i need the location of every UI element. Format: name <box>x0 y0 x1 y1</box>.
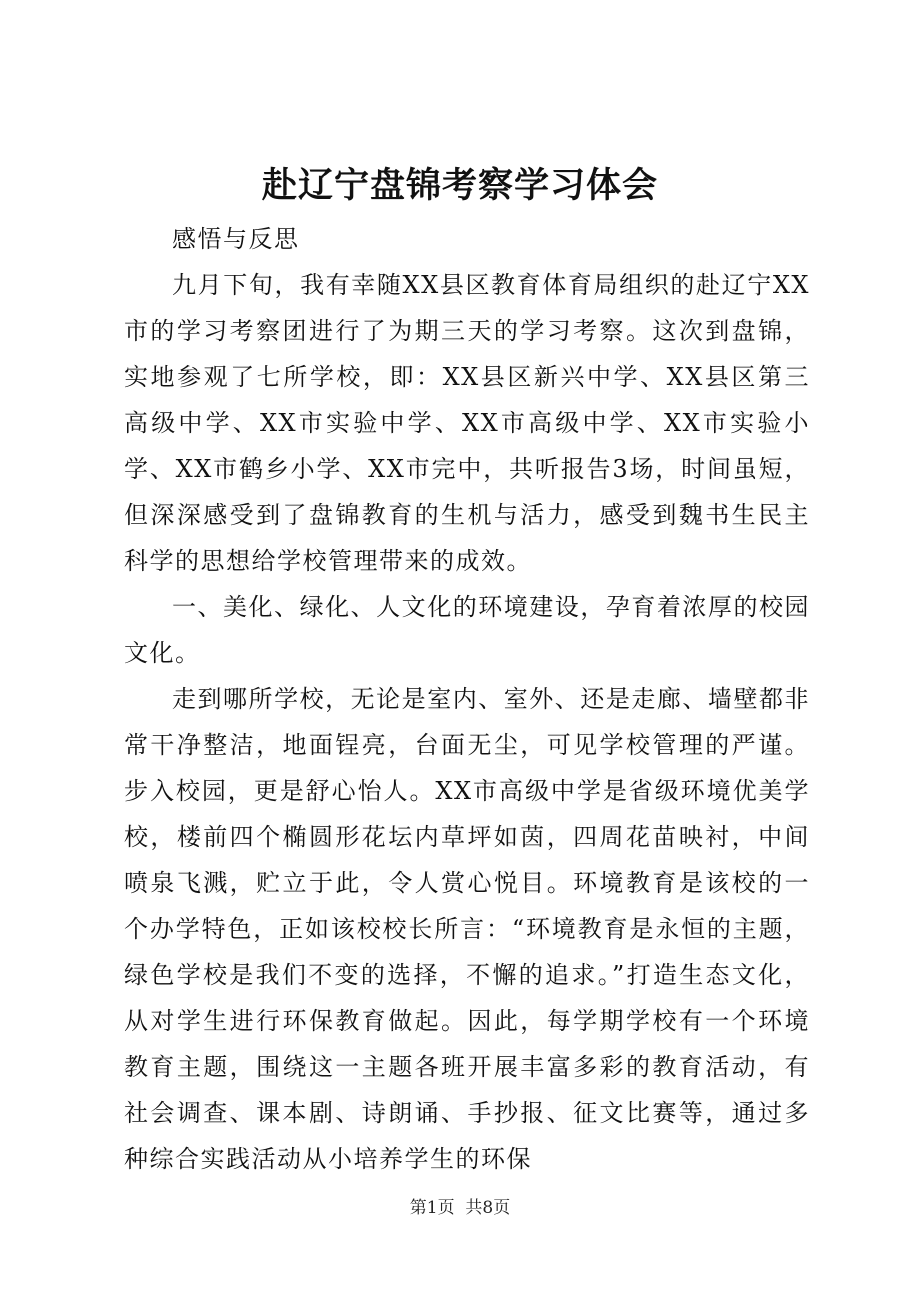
document-title: 赴辽宁盘锦考察学习体会 <box>261 165 658 206</box>
paragraph-environment: 走到哪所学校，无论是室内、室外、还是走廊、墙壁都非常干净整洁，地面锃亮，台面无尘，可见学校管理的严谨。步入校园，更是舒心怡人。XX市高级中学是省级环境优美学校，楼前四个椭圆形花坛内草坪如茵，四周花苗映衬，中间喷泉飞溅，贮立于此，令人赏心悦目。环境教育是该校的一个办学特色，正如该校校长所言：“环境教育是永恒的主题，绿色学校是我们不变的选择，不懈的追求。”打造生态文化，从对学生进行环保教育做起。因此，每学期学校有一个环境教育主题，围绕这一主题各班开展丰富多彩的教育活动，有社会调查、课本剧、诗朗诵、手抄报、征文比赛等，通过多种综合实践活动从小培养学生的环保 <box>124 685 810 1173</box>
document-body <box>124 216 810 1182</box>
paragraph-intro: 九月下旬，我有幸随XX县区教育体育局组织的赴辽宁XX市的学习考察团进行了为期三天的学习考察。这次到盘锦，实地参观了七所学校，即：XX县区新兴中学、XX县区第三高级中学、XX市实验中学、XX市高级中学、XX市实验小学、XX市鹤乡小学、XX市完中，共听报告3场，时间虽短，但深深感受到了盘锦教育的生机与活力，感受到魏书生民主科学的思想给学校管理带来的成效。 <box>124 271 810 575</box>
page-number: 第1页 <box>409 1198 455 1218</box>
section-heading-environment: 一、美化、绿化、人文化的环境建设，孕育着浓厚的校园文化。 <box>124 593 810 667</box>
page-total: 共8页 <box>465 1198 511 1218</box>
paragraph-subtitle: 感悟与反思 <box>172 225 300 253</box>
page-footer <box>0 1196 920 1220</box>
